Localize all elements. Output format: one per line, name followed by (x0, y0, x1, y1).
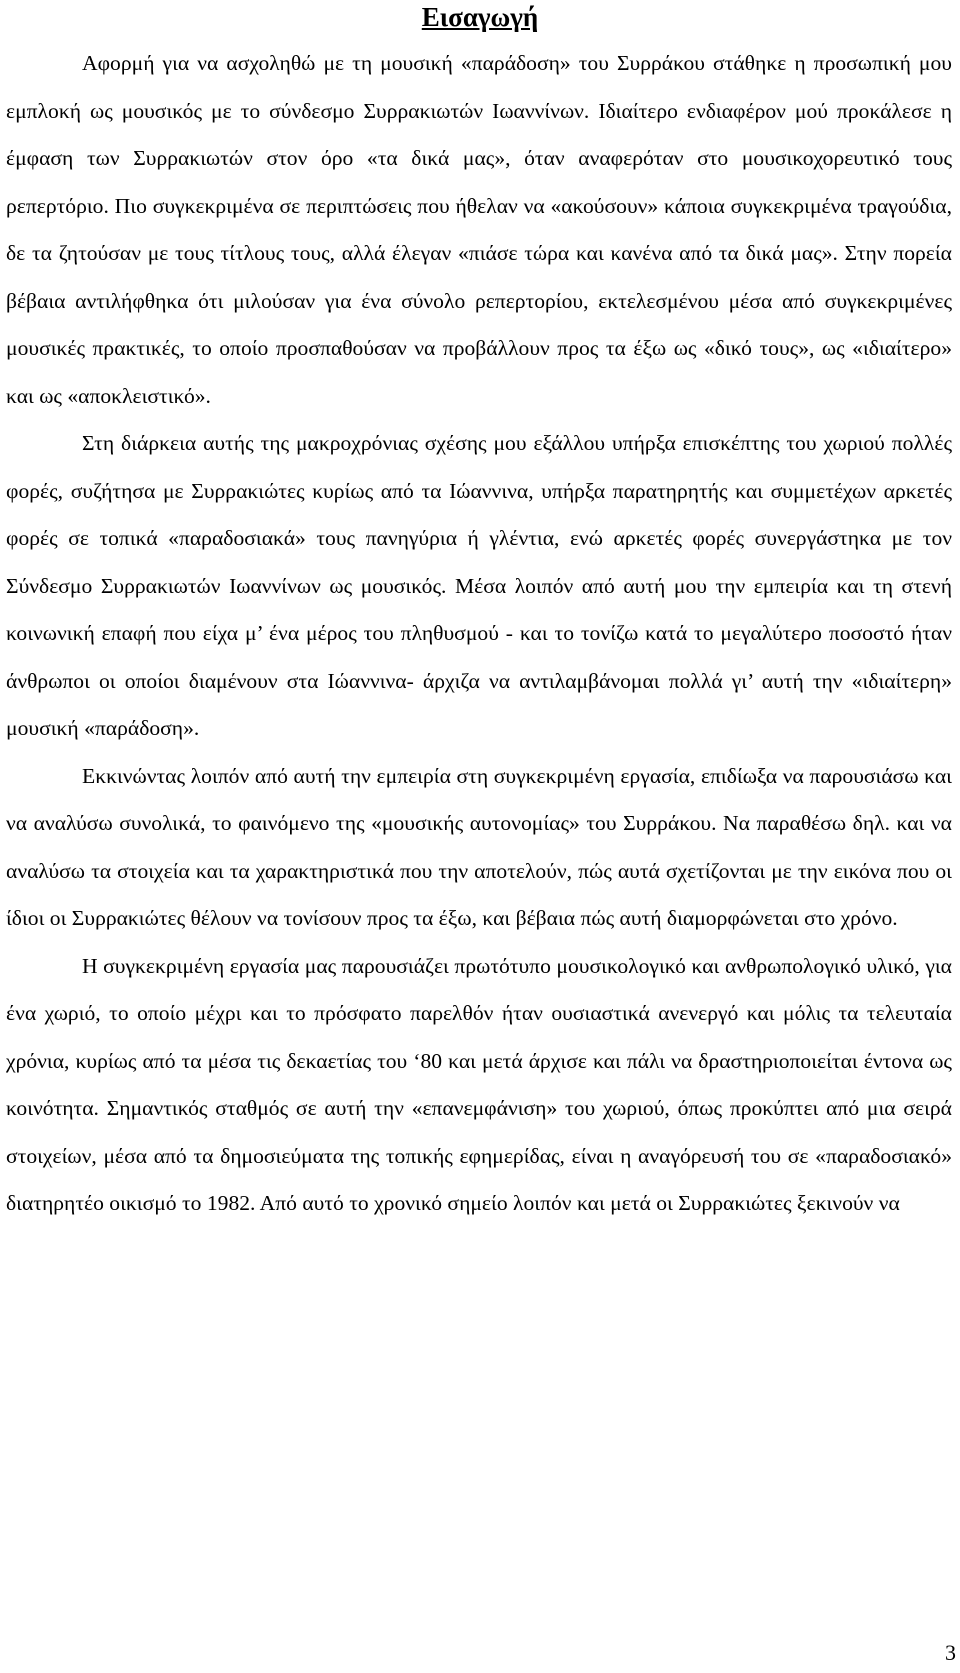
paragraph: Η συγκεκριμένη εργασία μας παρουσιάζει πρωτότυπο μουσικολογικό και ανθρωπολογικό υλικό, για ένα χωριό, το οποίο μέχρι και το πρόσφατο παρελθόν ήταν ουσιαστικά ανενεργό και μόλις τα τελευταία χρόνια, κυρίως από τα μέσα τις δεκαετίας του ‘80 και μετά άρχισε και πάλι να δραστηριοποιείται έντονα ως κοινότητα. Σημαντικός σταθμός σε αυτή την «επανεμφάνιση» του χωριού, όπως προκύπτει από μια σειρά στοιχείων, μέσα από τα δημοσιεύματα της τοπικής εφημερίδας, είναι η αναγόρευσή του σε «παραδοσιακό» διατηρητέο οικισμό το 1982. Από αυτό το χρονικό σημείο λοιπόν και μετά οι Συρρακιώτες ξεκινούν να (6, 953, 952, 1215)
body-text (6, 40, 952, 1228)
page-number: 3 (945, 1640, 956, 1665)
paragraph: Αφορμή για να ασχοληθώ με τη μουσική «παράδοση» του Συρράκου στάθηκε η προσωπική μου εμπλοκή ως μουσικός με το σύνδεσμο Συρρακιωτών Ιωαννίνων. Ιδιαίτερο ενδιαφέρον μού προκάλεσε η έμφαση των Συρρακιωτών στον όρο «τα δικά μας», όταν αναφερόταν στο μουσικοχορευτικό τους ρεπερτόριο. Πιο συγκεκριμένα σε περιπτώσεις που ήθελαν να «ακούσουν» κάποια συγκεκριμένα τραγούδια, δε τα ζητούσαν με τους τίτλους τους, αλλά έλεγαν «πιάσε τώρα και κανένα από τα δικά μας». Στην πορεία βέβαια αντιλήφθηκα ότι μιλούσαν για ένα σύνολο ρεπερτορίου, εκτελεσμένου μέσα από συγκεκριμένες μουσικές πρακτικές, το οποίο προσπαθούσαν να προβάλλουν προς τα έξω ως «δικό τους», ως «ιδιαίτερο» και ως «αποκλειστικό». (6, 51, 952, 408)
paragraph: Εκκινώντας λοιπόν από αυτή την εμπειρία στη συγκεκριμένη εργασία, επιδίωξα να παρουσιάσω και να αναλύσω συνολικά, το φαινόμενο της «μουσικής αυτονομίας» του Συρράκου. Να παραθέσω δηλ. και να αναλύσω τα στοιχεία και τα χαρακτηριστικά που την αποτελούν, πώς αυτά σχετίζονται με την εικόνα που οι ίδιοι οι Συρρακιώτες θέλουν να τονίσουν προς τα έξω, και βέβαια πώς αυτή διαμορφώνεται στο χρόνο. (6, 763, 952, 930)
paragraph: Στη διάρκεια αυτής της μακροχρόνιας σχέσης μου εξάλλου υπήρξα επισκέπτης του χωριού πολλές φορές, συζήτησα με Συρρακιώτες κυρίως από τα Ιώαννινα, υπήρξα παρατηρητής και συμμετέχων αρκετές φορές σε τοπικά «παραδοσιακά» τους πανηγύρια ή γλέντια, ενώ αρκετές φορές συνεργάστηκα με τον Σύνδεσμο Συρρακιωτών Ιωαννίνων ως μουσικός. Μέσα λοιπόν από αυτή μου την εμπειρία και τη στενή κοινωνική επαφή που είχα μ’ ένα μέρος του πληθυσμού - και το τονίζω κατά το μεγαλύτερο ποσοστό ήταν άνθρωποι οι οποίοι διαμένουν στα Ιώαννινα- άρχιζα να αντιλαμβάνομαι πολλά γι’ αυτή την «ιδιαίτερη» μουσική «παράδοση». (6, 431, 952, 740)
page-title: Εισαγωγή (421, 2, 539, 32)
